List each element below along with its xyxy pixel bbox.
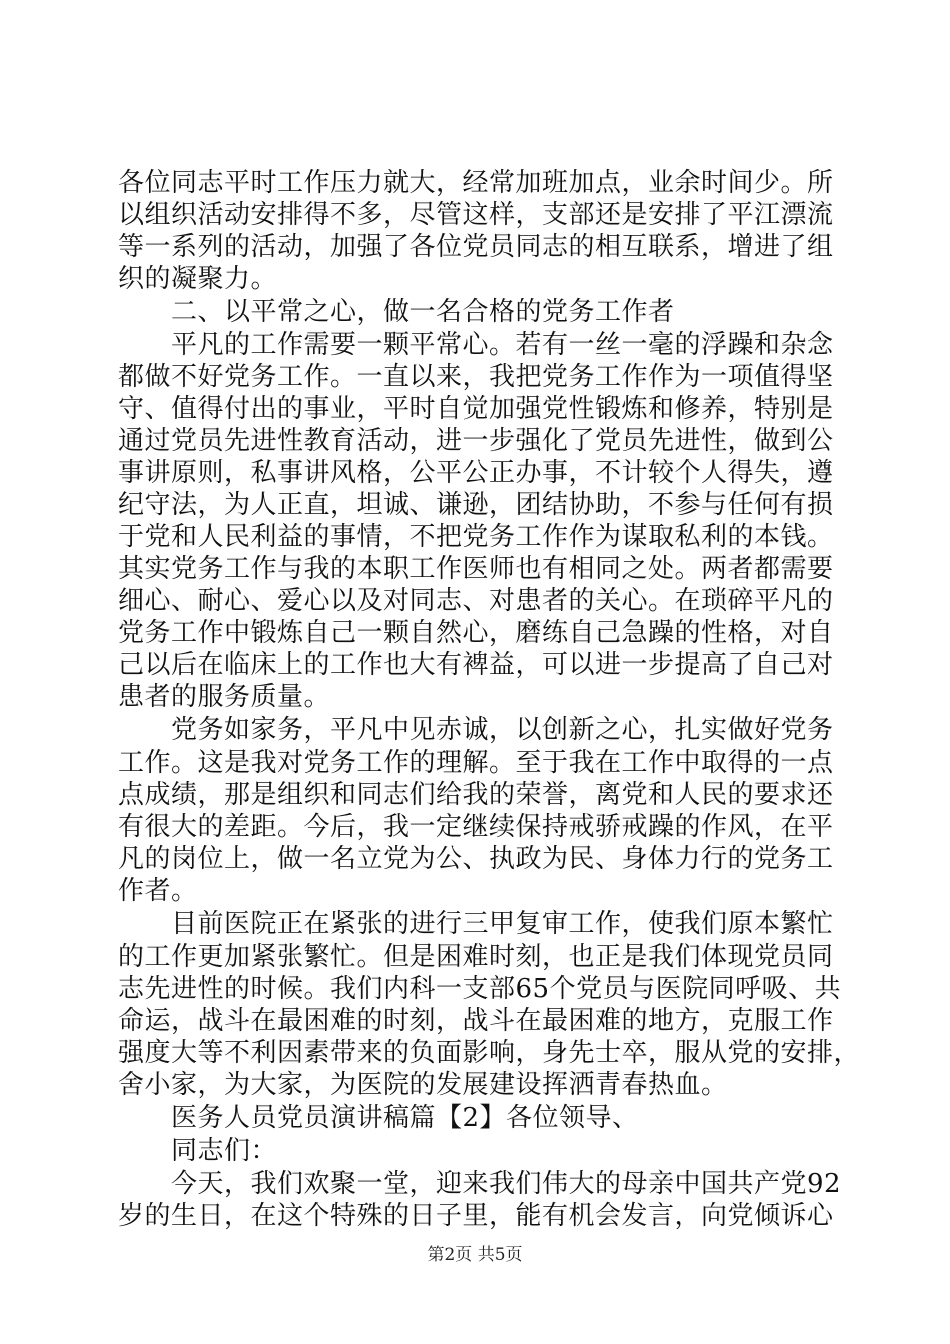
text-line: 其实党务工作与我的本职工作医师也有相同之处。两者都需要	[118, 554, 834, 584]
text-line: 于党和人民利益的事情，不把党务工作作为谋取私利的本钱。	[118, 522, 834, 552]
text-line: 志先进性的时候。我们内科一支部65个党员与医院同呼吸、共	[118, 974, 842, 1004]
text-line: 己以后在临床上的工作也大有裨益，可以进一步提高了自己对	[118, 650, 834, 680]
text-line: 等一系列的活动，加强了各位党员同志的相互联系，增进了组	[118, 232, 834, 262]
text-line: 各位同志平时工作压力就大，经常加班加点，业余时间少。所	[118, 168, 834, 198]
text-line: 工作。这是我对党务工作的理解。至于我在工作中取得的一点	[118, 748, 834, 778]
text-line: 医务人员党员演讲稿篇【2】各位领导、	[118, 1103, 639, 1133]
text-line: 都做不好党务工作。一直以来，我把党务工作作为一项值得坚	[118, 362, 834, 392]
text-line: 织的凝聚力。	[118, 264, 278, 294]
text-line: 岁的生日，在这个特殊的日子里，能有机会发言，向党倾诉心	[118, 1201, 834, 1231]
text-line: 通过党员先进性教育活动，进一步强化了党员先进性，做到公	[118, 426, 834, 456]
text-line: 党务工作中锻炼自己一颗自然心，磨练自己急躁的性格，对自	[118, 618, 834, 648]
text-line: 的工作更加紧张繁忙。但是困难时刻，也正是我们体现党员同	[118, 942, 834, 972]
text-line: 点成绩，那是组织和同志们给我的荣誉，离党和人民的要求还	[118, 780, 834, 810]
text-line: 同志们：	[118, 1136, 278, 1166]
text-line: 命运，战斗在最困难的时刻，战斗在最困难的地方，克服工作	[118, 1006, 834, 1036]
text-line: 纪守法，为人正直，坦诚、谦逊，团结协助，不参与任何有损	[118, 490, 834, 520]
text-line: 守、值得付出的事业，平时自觉加强党性锻炼和修养，特别是	[118, 394, 834, 424]
text-line: 平凡的工作需要一颗平常心。若有一丝一毫的浮躁和杂念	[118, 330, 834, 360]
text-line: 党务如家务，平凡中见赤诚，以创新之心，扎实做好党务	[118, 715, 834, 745]
text-line: 以组织活动安排得不多，尽管这样，支部还是安排了平江漂流	[118, 200, 834, 230]
text-line: 有很大的差距。今后，我一定继续保持戒骄戒躁的作风，在平	[118, 812, 834, 842]
text-line: 凡的岗位上，做一名立党为公、执政为民、身体力行的党务工	[118, 844, 834, 874]
text-line: 作者。	[118, 876, 198, 906]
text-line: 目前医院正在紧张的进行三甲复审工作，使我们原本繁忙	[118, 909, 834, 939]
text-line: 事讲原则，私事讲风格，公平公正办事，不计较个人得失，遵	[118, 458, 834, 488]
text-line: 患者的服务质量。	[118, 682, 331, 712]
text-line: 细心、耐心、爱心以及对同志、对患者的关心。在琐碎平凡的	[118, 586, 834, 616]
text-line: 强度大等不利因素带来的负面影响，身先士卒，服从党的安排，	[118, 1038, 861, 1068]
text-line: 今天，我们欢聚一堂，迎来我们伟大的母亲中国共产党92	[118, 1169, 842, 1199]
page-number-footer: 第2页 共5页	[427, 1245, 523, 1265]
section-heading: 二、以平常之心，做一名合格的党务工作者	[118, 297, 675, 327]
text-line: 舍小家，为大家，为医院的发展建设挥洒青春热血。	[118, 1070, 728, 1100]
